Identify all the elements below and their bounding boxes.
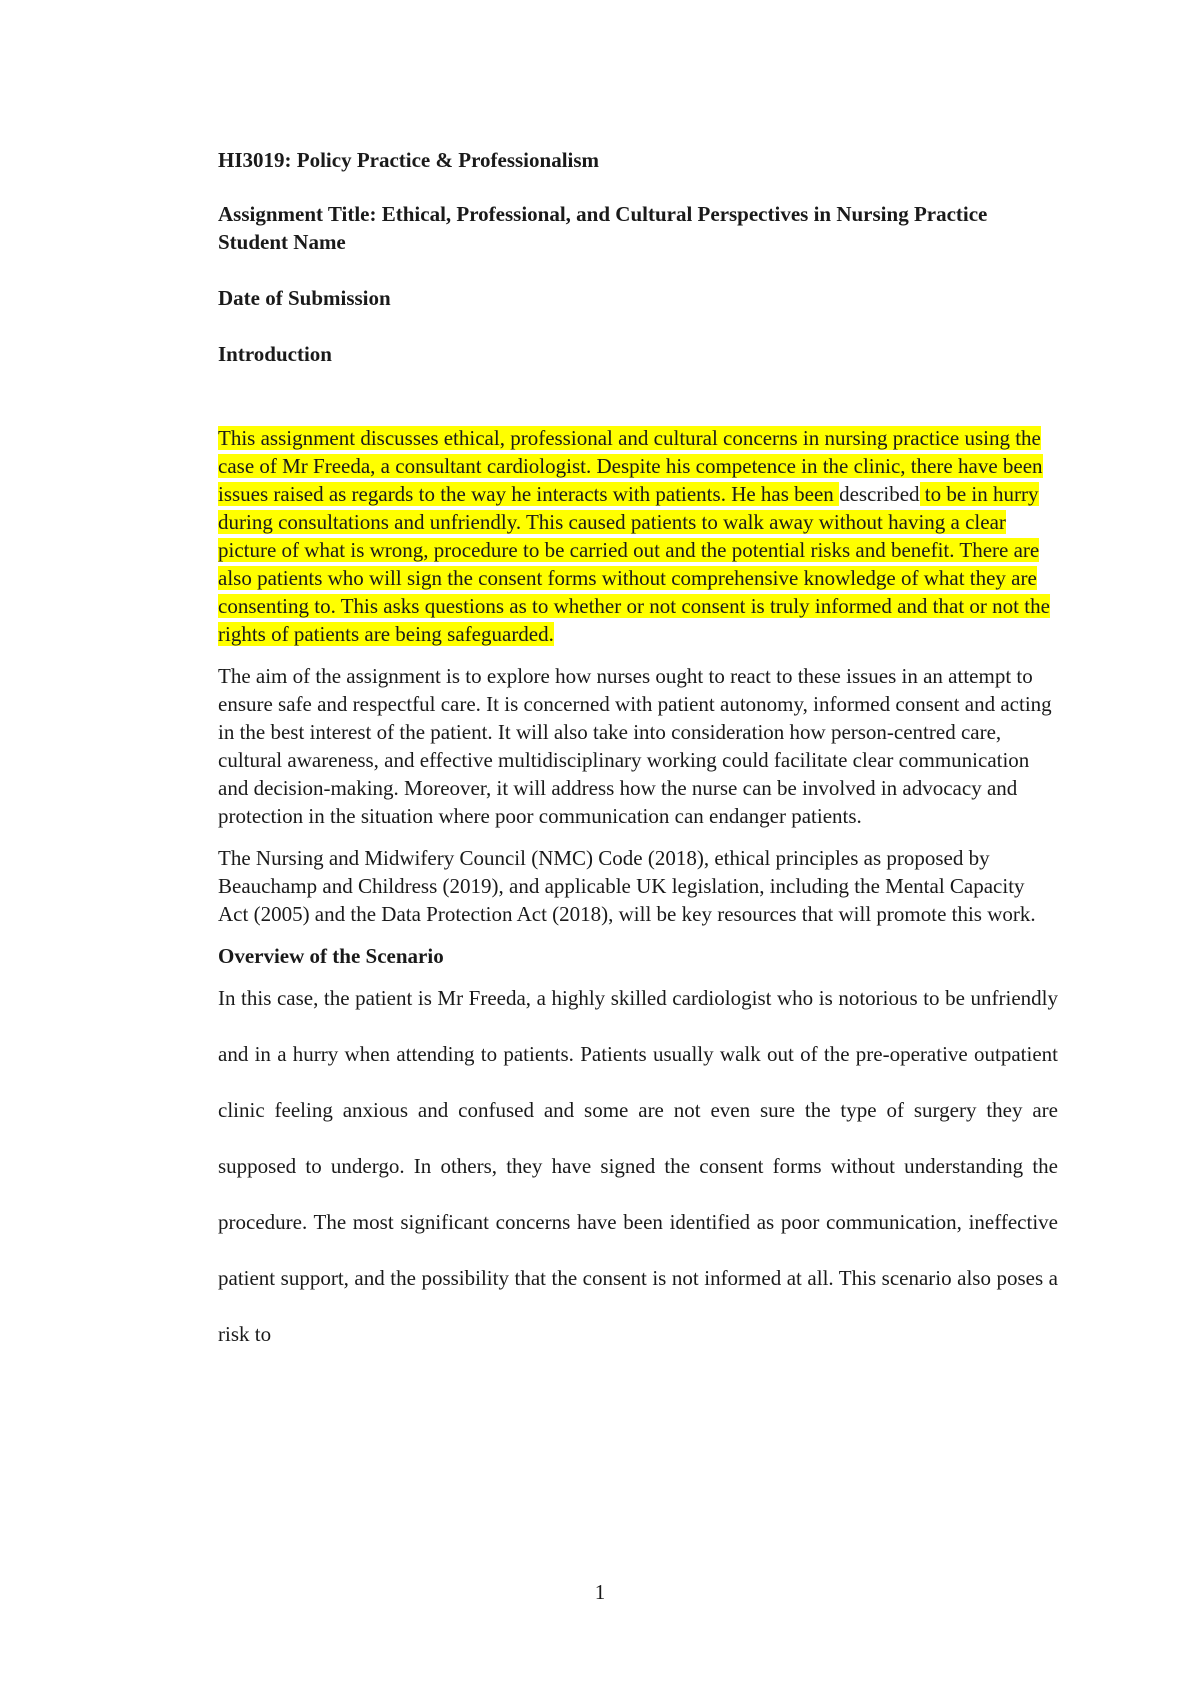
overview-heading: Overview of the Scenario [218, 944, 444, 968]
page-number: 1 [594, 1580, 606, 1604]
page-body [218, 146, 1058, 1362]
unhighlighted-word: described [839, 482, 920, 506]
aim-paragraph: The aim of the assignment is to explore how nurses ought to react to these issues in an attempt to ensure safe and respectful care. It is concerned with patient autonomy, informed consent and acting in the best interest of the patient. It will also take into consideration how person-centred care, cultural awareness, and effective multidisciplinary working could facilitate clear communication and decision-making. Moreover, it will address how the nurse can be involved in advocacy and protection in the situation where poor communication can endanger patients. [218, 664, 1052, 828]
highlighted-text: This assignment discusses ethical, professional and cultural concerns in nursing practice using the case of Mr Freeda, a consultant cardiologist. Despite his competence in the clinic, there have been issues raised as regards to the way he interacts with patients. He has been [218, 426, 1043, 506]
highlighted-text-continued: to be in hurry during consultations and unfriendly. This caused patients to walk away without having a clear picture of what is wrong, procedure to be carried out and the potential risks and benefit. There are also patients who will sign the consent forms without comprehensive knowledge of what they are consenting to. This asks questions as to whether or not consent is truly informed and that or not the rights of patients are being safeguarded. [218, 482, 1050, 646]
scenario-paragraph: In this case, the patient is Mr Freeda, a highly skilled cardiologist who is notorious to be unfriendly and in a hurry when attending to patients. Patients usually walk out of the pre-operative outpatient clinic feeling anxious and confused and some are not even sure the type of surgery they are supposed to undergo. In others, they have signed the consent forms without understanding the procedure. The most significant concerns have been identified as poor communication, ineffective patient support, and the possibility that the consent is not informed at all. This scenario also poses a risk to [218, 986, 1058, 1346]
student-name-label: Student Name [218, 230, 346, 254]
assignment-title: Assignment Title: Ethical, Professional, and Cultural Perspectives in Nursing Practice [218, 202, 988, 226]
course-title: HI3019: Policy Practice & Professionalism [218, 148, 600, 172]
introduction-heading: Introduction [218, 342, 332, 366]
submission-date-label: Date of Submission [218, 286, 391, 310]
nmc-paragraph: The Nursing and Midwifery Council (NMC) Code (2018), ethical principles as proposed by Beauchamp and Childress (2019), and applicable UK legislation, including the Mental Capacity Act (2005) and the Data Protection Act (2018), will be key resources that will promote this work. [218, 846, 1036, 926]
introduction-paragraph [218, 424, 1058, 648]
